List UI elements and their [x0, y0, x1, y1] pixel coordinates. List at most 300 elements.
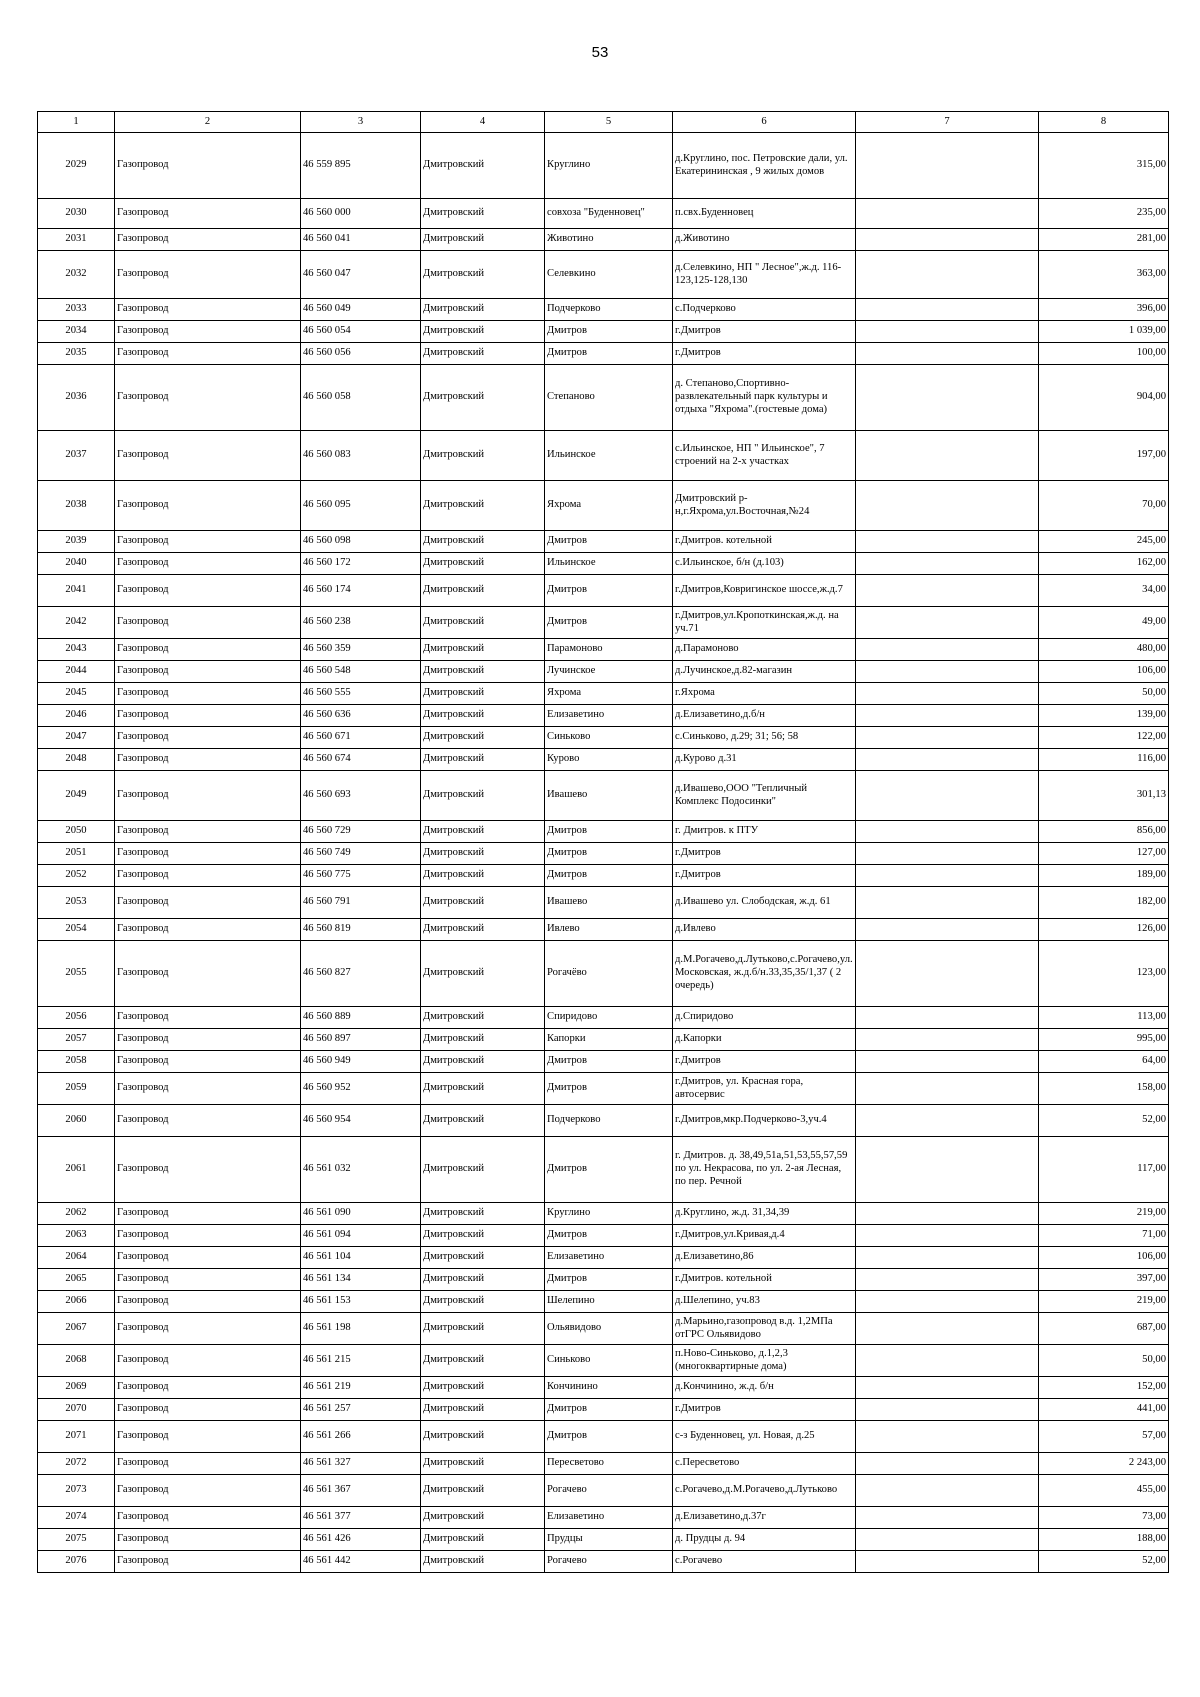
district: Дмитровский	[421, 1551, 545, 1573]
object-type: Газопровод	[115, 607, 301, 639]
table-row	[38, 133, 1169, 199]
row-number: 2073	[38, 1475, 115, 1507]
object-code: 46 560 954	[301, 1105, 421, 1137]
object-code: 46 561 032	[301, 1137, 421, 1203]
district: Дмитровский	[421, 919, 545, 941]
column-7-cell	[856, 1051, 1039, 1073]
value: 455,00	[1039, 1475, 1169, 1507]
district: Дмитровский	[421, 1105, 545, 1137]
value: 397,00	[1039, 1269, 1169, 1291]
column-7-cell	[856, 727, 1039, 749]
table-row	[38, 199, 1169, 229]
row-number: 2044	[38, 661, 115, 683]
row-number: 2035	[38, 343, 115, 365]
district: Дмитровский	[421, 199, 545, 229]
address: г.Дмитров,ул.Кривая,д.4	[673, 1225, 856, 1247]
locality: Рогачёво	[545, 941, 673, 1007]
row-number: 2030	[38, 199, 115, 229]
address: г.Дмитров. котельной	[673, 531, 856, 553]
district: Дмитровский	[421, 1073, 545, 1105]
column-7-cell	[856, 1551, 1039, 1573]
row-number: 2045	[38, 683, 115, 705]
object-code: 46 560 775	[301, 865, 421, 887]
address: г.Дмитров,ул.Кропоткинская,ж.д. на уч.71	[673, 607, 856, 639]
object-type: Газопровод	[115, 251, 301, 299]
district: Дмитровский	[421, 1007, 545, 1029]
address: д.Круглино, ж.д. 31,34,39	[673, 1203, 856, 1225]
object-code: 46 559 895	[301, 133, 421, 199]
district: Дмитровский	[421, 321, 545, 343]
column-7-cell	[856, 343, 1039, 365]
value: 219,00	[1039, 1203, 1169, 1225]
district: Дмитровский	[421, 229, 545, 251]
object-code: 46 560 359	[301, 639, 421, 661]
object-type: Газопровод	[115, 1453, 301, 1475]
table-row	[38, 887, 1169, 919]
address: д.Лучинское,д.82-магазин	[673, 661, 856, 683]
row-number: 2029	[38, 133, 115, 199]
locality: Подчерково	[545, 299, 673, 321]
value: 73,00	[1039, 1507, 1169, 1529]
district: Дмитровский	[421, 481, 545, 531]
address: д.Шелепино, уч.83	[673, 1291, 856, 1313]
column-7-cell	[856, 1291, 1039, 1313]
object-code: 46 561 367	[301, 1475, 421, 1507]
column-7-cell	[856, 1313, 1039, 1345]
value: 301,13	[1039, 771, 1169, 821]
object-type: Газопровод	[115, 1507, 301, 1529]
object-type: Газопровод	[115, 1377, 301, 1399]
address: д.Селевкино, НП " Лесное",ж.д. 116-123,125-128,130	[673, 251, 856, 299]
district: Дмитровский	[421, 749, 545, 771]
address: г.Дмитров. котельной	[673, 1269, 856, 1291]
district: Дмитровский	[421, 661, 545, 683]
address: с-з Буденновец, ул. Новая, д.25	[673, 1421, 856, 1453]
row-number: 2046	[38, 705, 115, 727]
column-7-cell	[856, 887, 1039, 919]
object-code: 46 560 098	[301, 531, 421, 553]
locality: Дмитров	[545, 1269, 673, 1291]
object-code: 46 560 000	[301, 199, 421, 229]
object-type: Газопровод	[115, 531, 301, 553]
row-number: 2031	[38, 229, 115, 251]
object-type: Газопровод	[115, 821, 301, 843]
value: 106,00	[1039, 1247, 1169, 1269]
registry-table	[37, 111, 1169, 1573]
address: д.Кончинино, ж.д. б/н	[673, 1377, 856, 1399]
object-code: 46 560 636	[301, 705, 421, 727]
address: с.Ильинское, б/н (д.103)	[673, 553, 856, 575]
object-type: Газопровод	[115, 1051, 301, 1073]
column-7-cell	[856, 1073, 1039, 1105]
column-7-cell	[856, 1247, 1039, 1269]
locality: Дмитров	[545, 1399, 673, 1421]
value: 139,00	[1039, 705, 1169, 727]
district: Дмитровский	[421, 133, 545, 199]
column-header: 8	[1039, 112, 1169, 133]
table-row	[38, 365, 1169, 431]
locality: Дмитров	[545, 321, 673, 343]
locality: Парамоново	[545, 639, 673, 661]
table-row	[38, 1453, 1169, 1475]
table-row	[38, 941, 1169, 1007]
locality: Круглино	[545, 1203, 673, 1225]
district: Дмитровский	[421, 1247, 545, 1269]
column-7-cell	[856, 865, 1039, 887]
object-code: 46 560 041	[301, 229, 421, 251]
address: г.Дмитров	[673, 865, 856, 887]
district: Дмитровский	[421, 1475, 545, 1507]
object-code: 46 561 327	[301, 1453, 421, 1475]
value: 162,00	[1039, 553, 1169, 575]
value: 49,00	[1039, 607, 1169, 639]
row-number: 2042	[38, 607, 115, 639]
locality: Синьково	[545, 1345, 673, 1377]
table-row	[38, 1247, 1169, 1269]
value: 117,00	[1039, 1137, 1169, 1203]
address: г.Дмитров	[673, 1399, 856, 1421]
value: 396,00	[1039, 299, 1169, 321]
address: г.Дмитров	[673, 843, 856, 865]
row-number: 2048	[38, 749, 115, 771]
locality: Ильинское	[545, 553, 673, 575]
table-row	[38, 607, 1169, 639]
locality: Дмитров	[545, 1137, 673, 1203]
column-7-cell	[856, 1475, 1039, 1507]
object-code: 46 561 215	[301, 1345, 421, 1377]
object-code: 46 560 054	[301, 321, 421, 343]
table-row	[38, 1029, 1169, 1051]
locality: Ильинское	[545, 431, 673, 481]
value: 70,00	[1039, 481, 1169, 531]
address: с.Рогачево,д.М.Рогачево,д.Лутьково	[673, 1475, 856, 1507]
object-type: Газопровод	[115, 365, 301, 431]
column-7-cell	[856, 683, 1039, 705]
table-row	[38, 1007, 1169, 1029]
value: 152,00	[1039, 1377, 1169, 1399]
district: Дмитровский	[421, 727, 545, 749]
row-number: 2057	[38, 1029, 115, 1051]
object-type: Газопровод	[115, 1007, 301, 1029]
object-code: 46 561 153	[301, 1291, 421, 1313]
address: д.Елизаветино,д.б/н	[673, 705, 856, 727]
value: 315,00	[1039, 133, 1169, 199]
object-code: 46 561 094	[301, 1225, 421, 1247]
row-number: 2032	[38, 251, 115, 299]
column-7-cell	[856, 1029, 1039, 1051]
object-type: Газопровод	[115, 919, 301, 941]
column-7-cell	[856, 553, 1039, 575]
row-number: 2054	[38, 919, 115, 941]
row-number: 2050	[38, 821, 115, 843]
address: г.Дмитров,мкр.Подчерково-3,уч.4	[673, 1105, 856, 1137]
column-7-cell	[856, 1399, 1039, 1421]
district: Дмитровский	[421, 1051, 545, 1073]
address: п.свх.Буденновец	[673, 199, 856, 229]
row-number: 2056	[38, 1007, 115, 1029]
district: Дмитровский	[421, 887, 545, 919]
column-7-cell	[856, 431, 1039, 481]
column-header: 1	[38, 112, 115, 133]
row-number: 2060	[38, 1105, 115, 1137]
locality: Подчерково	[545, 1105, 673, 1137]
row-number: 2063	[38, 1225, 115, 1247]
column-7-cell	[856, 229, 1039, 251]
object-code: 46 560 548	[301, 661, 421, 683]
row-number: 2053	[38, 887, 115, 919]
table-row	[38, 229, 1169, 251]
district: Дмитровский	[421, 941, 545, 1007]
header-row	[38, 112, 1169, 133]
table-row	[38, 575, 1169, 607]
object-type: Газопровод	[115, 299, 301, 321]
address: п.Ново-Синьково, д.1,2,3 (многоквартирные дома)	[673, 1345, 856, 1377]
object-type: Газопровод	[115, 749, 301, 771]
object-type: Газопровод	[115, 1137, 301, 1203]
object-type: Газопровод	[115, 1291, 301, 1313]
object-code: 46 561 442	[301, 1551, 421, 1573]
object-code: 46 560 674	[301, 749, 421, 771]
district: Дмитровский	[421, 1377, 545, 1399]
table-row	[38, 821, 1169, 843]
row-number: 2049	[38, 771, 115, 821]
value: 904,00	[1039, 365, 1169, 431]
locality: Елизаветино	[545, 1247, 673, 1269]
row-number: 2075	[38, 1529, 115, 1551]
table-row	[38, 299, 1169, 321]
object-type: Газопровод	[115, 229, 301, 251]
value: 245,00	[1039, 531, 1169, 553]
value: 856,00	[1039, 821, 1169, 843]
district: Дмитровский	[421, 1269, 545, 1291]
column-header: 3	[301, 112, 421, 133]
column-7-cell	[856, 639, 1039, 661]
district: Дмитровский	[421, 1225, 545, 1247]
address: с.Синьково, д.29; 31; 56; 58	[673, 727, 856, 749]
row-number: 2036	[38, 365, 115, 431]
locality: Рогачево	[545, 1475, 673, 1507]
object-code: 46 561 219	[301, 1377, 421, 1399]
locality: Ивашево	[545, 771, 673, 821]
row-number: 2052	[38, 865, 115, 887]
locality: Круглино	[545, 133, 673, 199]
table-row	[38, 705, 1169, 727]
district: Дмитровский	[421, 1313, 545, 1345]
district: Дмитровский	[421, 299, 545, 321]
table-row	[38, 865, 1169, 887]
table-row	[38, 343, 1169, 365]
value: 281,00	[1039, 229, 1169, 251]
row-number: 2037	[38, 431, 115, 481]
object-code: 46 560 819	[301, 919, 421, 941]
locality: Капорки	[545, 1029, 673, 1051]
address: с.Рогачево	[673, 1551, 856, 1573]
value: 219,00	[1039, 1291, 1169, 1313]
address: д.Спиридово	[673, 1007, 856, 1029]
row-number: 2038	[38, 481, 115, 531]
column-7-cell	[856, 941, 1039, 1007]
value: 50,00	[1039, 683, 1169, 705]
locality: Дмитров	[545, 575, 673, 607]
value: 1 039,00	[1039, 321, 1169, 343]
locality: Елизаветино	[545, 1507, 673, 1529]
table-row	[38, 639, 1169, 661]
value: 995,00	[1039, 1029, 1169, 1051]
locality: Яхрома	[545, 481, 673, 531]
district: Дмитровский	[421, 365, 545, 431]
district: Дмитровский	[421, 1345, 545, 1377]
locality: Дмитров	[545, 1051, 673, 1073]
object-type: Газопровод	[115, 727, 301, 749]
district: Дмитровский	[421, 771, 545, 821]
object-code: 46 560 047	[301, 251, 421, 299]
address: д.Капорки	[673, 1029, 856, 1051]
object-type: Газопровод	[115, 1247, 301, 1269]
object-code: 46 560 172	[301, 553, 421, 575]
locality: Лучинское	[545, 661, 673, 683]
object-code: 46 561 134	[301, 1269, 421, 1291]
column-7-cell	[856, 251, 1039, 299]
district: Дмитровский	[421, 575, 545, 607]
column-header: 4	[421, 112, 545, 133]
object-type: Газопровод	[115, 1399, 301, 1421]
address: д.Марьино,газопровод в.д. 1,2МПа отГРС Ольявидово	[673, 1313, 856, 1345]
table-row	[38, 1269, 1169, 1291]
address: г.Дмитров, ул. Красная гора, автосервис	[673, 1073, 856, 1105]
column-7-cell	[856, 531, 1039, 553]
object-type: Газопровод	[115, 1029, 301, 1051]
row-number: 2070	[38, 1399, 115, 1421]
object-type: Газопровод	[115, 553, 301, 575]
district: Дмитровский	[421, 531, 545, 553]
column-7-cell	[856, 1377, 1039, 1399]
object-type: Газопровод	[115, 865, 301, 887]
row-number: 2066	[38, 1291, 115, 1313]
value: 188,00	[1039, 1529, 1169, 1551]
object-code: 46 560 952	[301, 1073, 421, 1105]
object-code: 46 560 058	[301, 365, 421, 431]
object-type: Газопровод	[115, 199, 301, 229]
value: 687,00	[1039, 1313, 1169, 1345]
address: д.Ивлево	[673, 919, 856, 941]
row-number: 2069	[38, 1377, 115, 1399]
value: 50,00	[1039, 1345, 1169, 1377]
page-number: 53	[591, 44, 609, 61]
object-type: Газопровод	[115, 1529, 301, 1551]
row-number: 2041	[38, 575, 115, 607]
column-header: 2	[115, 112, 301, 133]
value: 122,00	[1039, 727, 1169, 749]
locality: Спиридово	[545, 1007, 673, 1029]
object-code: 46 561 266	[301, 1421, 421, 1453]
address: д.Курово д.31	[673, 749, 856, 771]
value: 158,00	[1039, 1073, 1169, 1105]
value: 441,00	[1039, 1399, 1169, 1421]
table-row	[38, 1529, 1169, 1551]
column-7-cell	[856, 575, 1039, 607]
row-number: 2061	[38, 1137, 115, 1203]
object-type: Газопровод	[115, 639, 301, 661]
value: 2 243,00	[1039, 1453, 1169, 1475]
object-code: 46 560 238	[301, 607, 421, 639]
locality: Ивлево	[545, 919, 673, 941]
object-type: Газопровод	[115, 1203, 301, 1225]
value: 71,00	[1039, 1225, 1169, 1247]
address: г.Дмитров	[673, 321, 856, 343]
table-row	[38, 1073, 1169, 1105]
locality: Рогачево	[545, 1551, 673, 1573]
object-code: 46 560 083	[301, 431, 421, 481]
column-7-cell	[856, 705, 1039, 727]
locality: Селевкино	[545, 251, 673, 299]
object-type: Газопровод	[115, 431, 301, 481]
locality: Дмитров	[545, 843, 673, 865]
value: 126,00	[1039, 919, 1169, 941]
value: 100,00	[1039, 343, 1169, 365]
object-code: 46 560 049	[301, 299, 421, 321]
column-7-cell	[856, 365, 1039, 431]
address: д.Ивашево,ООО "Тепличный Комплекс Подосинки"	[673, 771, 856, 821]
row-number: 2072	[38, 1453, 115, 1475]
column-7-cell	[856, 1529, 1039, 1551]
table-row	[38, 1313, 1169, 1345]
district: Дмитровский	[421, 1529, 545, 1551]
value: 182,00	[1039, 887, 1169, 919]
address: с.Пересветово	[673, 1453, 856, 1475]
locality: Дмитров	[545, 1225, 673, 1247]
object-code: 46 560 095	[301, 481, 421, 531]
value: 197,00	[1039, 431, 1169, 481]
locality: Дмитров	[545, 1421, 673, 1453]
table-row	[38, 1475, 1169, 1507]
value: 480,00	[1039, 639, 1169, 661]
column-7-cell	[856, 1105, 1039, 1137]
object-code: 46 561 104	[301, 1247, 421, 1269]
object-type: Газопровод	[115, 941, 301, 1007]
table-row	[38, 771, 1169, 821]
district: Дмитровский	[421, 1399, 545, 1421]
column-header: 7	[856, 112, 1039, 133]
address: Дмитровский р-н,г.Яхрома,ул.Восточная,№24	[673, 481, 856, 531]
object-code: 46 560 555	[301, 683, 421, 705]
object-type: Газопровод	[115, 481, 301, 531]
value: 52,00	[1039, 1551, 1169, 1573]
value: 116,00	[1039, 749, 1169, 771]
value: 363,00	[1039, 251, 1169, 299]
object-code: 46 560 949	[301, 1051, 421, 1073]
locality: Дмитров	[545, 821, 673, 843]
row-number: 2055	[38, 941, 115, 1007]
address: д.Елизаветино,д.37г	[673, 1507, 856, 1529]
row-number: 2040	[38, 553, 115, 575]
table-row	[38, 1203, 1169, 1225]
district: Дмитровский	[421, 251, 545, 299]
column-7-cell	[856, 843, 1039, 865]
table-row	[38, 1421, 1169, 1453]
object-code: 46 560 671	[301, 727, 421, 749]
address: г. Дмитров. к ПТУ	[673, 821, 856, 843]
object-type: Газопровод	[115, 683, 301, 705]
value: 127,00	[1039, 843, 1169, 865]
row-number: 2068	[38, 1345, 115, 1377]
value: 34,00	[1039, 575, 1169, 607]
object-type: Газопровод	[115, 661, 301, 683]
address: д. Прудцы д. 94	[673, 1529, 856, 1551]
locality: Ольявидово	[545, 1313, 673, 1345]
column-7-cell	[856, 321, 1039, 343]
object-type: Газопровод	[115, 843, 301, 865]
row-number: 2064	[38, 1247, 115, 1269]
